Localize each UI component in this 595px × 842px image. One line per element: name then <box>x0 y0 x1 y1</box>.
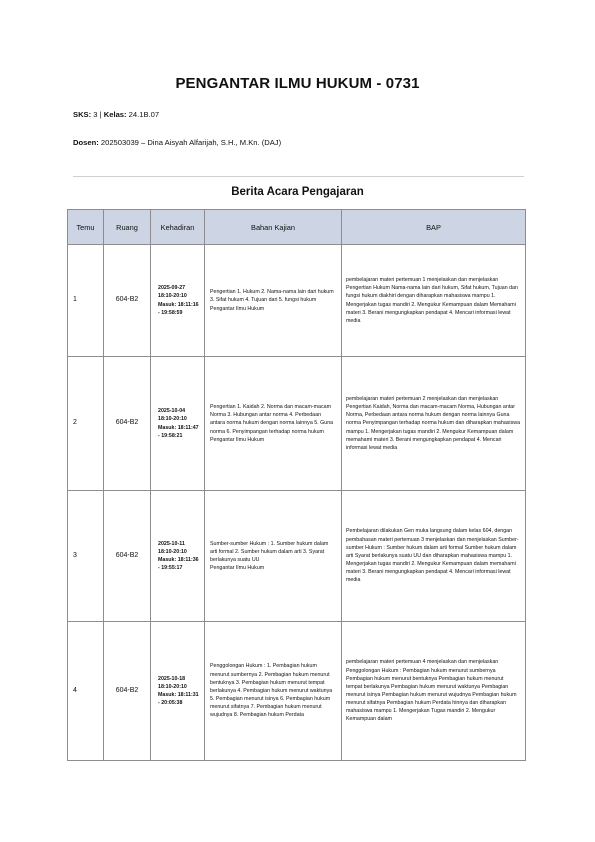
cell-ruang: 604-B2 <box>104 622 151 761</box>
sks-label: SKS: <box>73 110 92 119</box>
cell-temu: 2 <box>68 357 104 491</box>
cell-bahan-kajian <box>205 491 342 622</box>
cell-bap: Pembelajaran dilakukan Gen muka langsung dalam kelas 604, dengan pembahasan materi pertemuan 3 menjelaskan dan menjelaskan Sumber-sumber Hukum : Sumber hukum dalam arti formal Sumber hukum dalam arti Syarat berlakunya suatu UU dan diharapkan mahasiswa mampu 1. Mengerjakan tugas mandiri 2. Mengukur Kemampuan dalam memahami materi 3. Berani mengungkapkan pendapat 4. Mencari informasi lewat media <box>342 491 526 622</box>
bahan-kajian-text: Sumber-sumber Hukum : 1. Sumber hukum dalam arti formal 2. Sumber hukum dalam arti 3. Syarat berlakunya suatu UU <box>210 540 329 563</box>
course-title: PENGANTAR ILMU HUKUM - 0731 <box>175 75 420 92</box>
bahan-kajian-text: Pengertian 1. Kaidah 2. Norma dan macam-macam Norma 3. Hubungan antar norma 4. Perbedaan antara norma hukum dengan norma lainnya 5. Guna norma 6. Penyimpangan terhadap norma hukum <box>210 404 334 435</box>
header-temu: Temu <box>68 210 104 245</box>
dosen-value: 202503039 – Dina Aisyah Alfarijah, S.H., M.Kn. (DAJ) <box>100 138 282 147</box>
table-row <box>68 357 526 491</box>
table-row <box>68 245 526 357</box>
table-row <box>68 491 526 622</box>
section-divider <box>73 176 524 177</box>
cell-kehadiran: 2025-09-27 18:10-20:10 Masuk: 18:11:16 - 19:58:59 <box>151 245 205 357</box>
section-title: Berita Acara Pengajaran <box>231 186 364 198</box>
cell-ruang: 604-B2 <box>104 357 151 491</box>
table-row <box>68 622 526 761</box>
bahan-kajian-text: Pengertian 1. Hukum 2. Nama-nama lain dari hukum 3. Sifat hukum 4. Tujuan dari 5. fungsi hukum <box>210 289 334 304</box>
cell-bap: pembelajaran materi pertemuan 4 menjelaskan dan menjelaskan Penggolongan Hukum : Pembagian hukum menurut sumbernya Pembagian hukum menurut bentuknya Pembagian hukum menurut tempat berlakunya Pembagian hukum menurut waktunya Pembagian menurut isinya Pembagian hukum menurut wujudnya Pembagian hukum menurut sifatnya Pembagian hukum Perdata hinnya dan diharapkan mahasiswa mampu 1. Mengerjakan Tugas mandiri 2. Mengukur Kemampuan dalam <box>342 622 526 761</box>
cell-kehadiran: 2025-10-04 18:10-20:10 Masuk: 18:11:47 - 19:58:21 <box>151 357 205 491</box>
header-kehadiran: Kehadiran <box>151 210 205 245</box>
meta-separator: | <box>99 110 102 119</box>
table-header-row <box>68 210 526 245</box>
cell-bap: pembelajaran materi pertemuan 1 menjelaskan dan menjelaskan Pengertian Hukum Nama-nama lain dari hukum, Sifat hukum, Tujuan dan fungsi hukum diakhiri dengan diharapkan mahasiswa mampu 1. Mengerjakan tugas mandiri 2. Mengukur Kemampuan dalam Memahami materi 3. Berani mengungkapkan pendapat 4. Mencari informasi lewat media <box>342 245 526 357</box>
cell-kehadiran: 2025-10-11 18:10-20:10 Masuk: 18:11:36 - 19:55:17 <box>151 491 205 622</box>
bahan-kajian-course: Pengantar Ilmu Hukum <box>210 305 265 312</box>
cell-ruang: 604-B2 <box>104 491 151 622</box>
cell-temu: 4 <box>68 622 104 761</box>
cell-bahan-kajian <box>205 245 342 357</box>
course-meta-dosen <box>73 138 281 147</box>
header-bahan-kajian: Bahan Kajian <box>205 210 342 245</box>
cell-ruang: 604-B2 <box>104 245 151 357</box>
cell-bahan-kajian <box>205 622 342 761</box>
dosen-label: Dosen: <box>73 138 99 147</box>
cell-bap: pembelajaran materi pertemuan 2 menjelaskan dan menjelaskan Pengertian Kaidah, Norma dan macam-macam Norma, Hubungan antar Norma, Perbedaan antara norma hukum dengan norma lainnya Guna norma Penyimpangan terhadap norma hukum dan diharapkan mahasiswa mampu 1. Mengerjakan tugas mandiri 2. Mengukur Kemampuan dalam memahami materi 3. Berani mengungkapkan pendapat 4. Mencari informasi lewat media <box>342 357 526 491</box>
cell-temu: 3 <box>68 491 104 622</box>
bap-table <box>67 209 526 761</box>
cell-temu: 1 <box>68 245 104 357</box>
cell-bahan-kajian <box>205 357 342 491</box>
header-ruang: Ruang <box>104 210 151 245</box>
header-bap: BAP <box>342 210 526 245</box>
course-meta-sks-kelas <box>73 110 159 119</box>
kelas-value: 24.1B.07 <box>128 110 160 119</box>
bahan-kajian-course: Pengantar Ilmu Hukum <box>210 565 265 572</box>
bahan-kajian-text: Penggolongan Hukum : 1. Pembagian hukum menurut sumbernya 2. Pembagian hukum menurut bentuknya 3. Pembagian hukum menurut tempat berlakunya 4. Pembagian hukum menurut waktunya 5. Pembagian menurut isinya 6. Pembagian hukum menurut sifatnya 7. Pembagian hukum menurut wujudnya 8. Pembagian hukum Perdata <box>210 663 333 719</box>
bahan-kajian-course: Pengantar Ilmu Hukum <box>210 436 265 443</box>
sks-value: 3 <box>93 110 98 119</box>
cell-kehadiran: 2025-10-18 18:10-20:10 Masuk: 18:11:31 - 20:05:38 <box>151 622 205 761</box>
kelas-label: Kelas: <box>103 110 127 119</box>
